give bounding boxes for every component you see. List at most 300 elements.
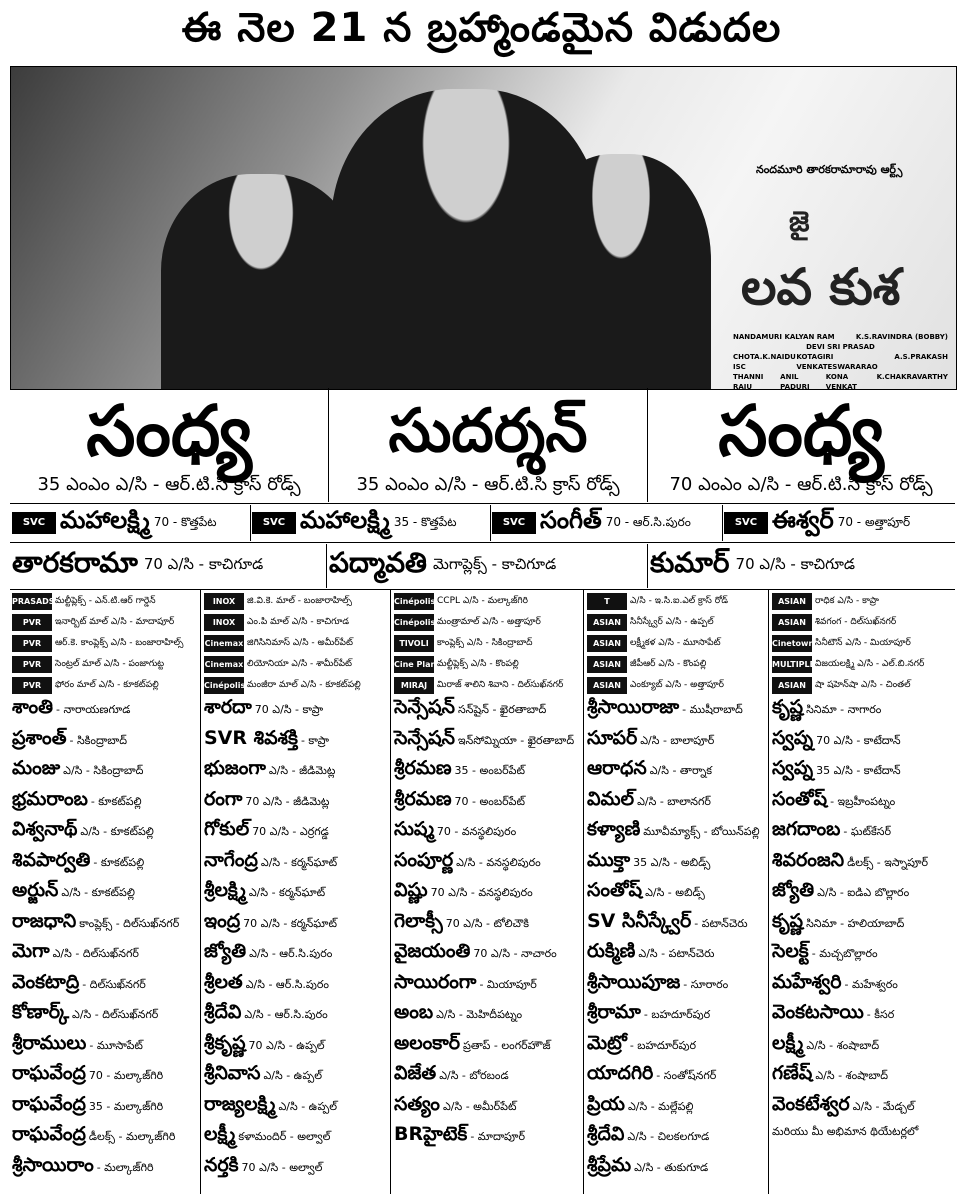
multiplex-text: ఇనార్బిట్ మాల్ ఎ/సి - మాదాపూర్: [55, 616, 175, 627]
pvr-logo: PVR: [12, 614, 52, 631]
theatre-name: SV సినీస్క్వేర్: [587, 909, 692, 932]
theatre-entry: [204, 727, 388, 758]
theatre-detail: 70 ఎ/సి - కాచిగూడ: [735, 555, 855, 573]
theatre-detail: 35 - కొత్తపేట: [393, 514, 457, 529]
theatre-name: మెట్రో: [587, 1031, 627, 1054]
multiplex-row: [12, 633, 198, 654]
multiplex-text: రాధిక ఎ/సి - కాప్రా: [815, 595, 879, 606]
theatre-name: సుష్మ: [394, 818, 434, 840]
theatre-entry: [394, 757, 581, 788]
cinemax-logo: Cinemax: [204, 635, 244, 652]
theatre-detail: ఎ/సి - మెహిదీపట్నం: [436, 1008, 523, 1021]
theatre-detail: 70 ఎంఎం ఎ/సి - ఆర్.టి.సి క్రాస్ రోడ్స్: [669, 474, 933, 495]
prasads-logo: PRASADS: [12, 593, 52, 610]
theatre-name: గోకుల్: [204, 818, 250, 840]
theatre-detail: - ఇబ్రహీంపట్నం: [830, 794, 896, 808]
theatre-detail: ఎ/సి - పటాన్‌చెరు: [638, 947, 715, 960]
theatre-detail: 35 - మల్కాజ్‌గిరి: [88, 1099, 164, 1113]
theatre-name: కృష్ణ: [772, 696, 804, 718]
theatre-name: విజేత: [394, 1062, 437, 1084]
theatre-name: స్వప్న: [772, 757, 814, 779]
theatre-entry: [587, 1123, 766, 1154]
theatre-detail: - మియాపూర్: [479, 977, 537, 991]
theatre-entry: [772, 818, 955, 849]
theatre-name: సెలక్ట్: [772, 940, 809, 962]
multiplex-row: [772, 675, 955, 696]
theatre-entry: [204, 910, 388, 941]
theatre-detail: - మల్కాజ్‌గిరి: [96, 1160, 154, 1174]
divider: [10, 589, 955, 590]
theatre-detail: ఎ/సి - సికింద్రాబాద్: [63, 764, 144, 777]
theatre-name: మంజు: [12, 757, 61, 779]
multiplex-row: [772, 633, 955, 654]
theatre-detail: ఎ/సి - శంషాబాద్: [815, 1069, 889, 1082]
theatre-entry: [12, 788, 198, 819]
theatre-detail: - కీసర: [866, 1008, 895, 1021]
theatre-name: సంతోష్: [772, 787, 828, 810]
theatre-name: సంతోష్: [587, 879, 643, 901]
multiplex-text: విజయలక్ష్మి ఎ/సి - ఎల్.బి.నగర్: [815, 658, 925, 669]
theatre-name: రాఘవేంద్ర: [12, 1062, 86, 1084]
theatre-detail: ఎ/సి - ఆర్.సి.పురం: [244, 1008, 328, 1021]
movie-title-main: లవ కుశ: [741, 257, 901, 316]
column-divider: [200, 590, 201, 1194]
theatre-detail: ఎ/సి - ఉప్పల్: [263, 1069, 323, 1082]
multiplex-row: [587, 654, 766, 675]
multiplex-text: ఎం.పి మాల్ ఎ/సి - కాచిగూడ: [247, 616, 350, 627]
theatre-name: మహాలక్ష్మి: [300, 506, 390, 534]
theatre-entry: [772, 727, 955, 758]
theatre-detail: 70 ఎ/సి - టోలిచౌకి: [445, 916, 530, 930]
asian-logo: ASIAN: [772, 677, 812, 694]
theatre-entry: [12, 1093, 198, 1124]
multiplex-text: మంజీరా మాల్ ఎ/సి - కూకట్‌పల్లి: [247, 679, 361, 690]
theatre-detail: ఎ/సి - మేడ్చల్: [852, 1099, 915, 1113]
credit: K.S.RAVINDRA (BOBBY): [855, 333, 948, 341]
theatre-name: ముక్తా: [587, 848, 631, 871]
theatre-detail: ఎ/సి - దిల్‌సుఖ్‌నగర్: [52, 947, 139, 960]
multiplex-text: జిగిసినిమాస్ ఎ/సి - అమీర్‌పేట్: [247, 637, 353, 648]
theatre-entry: [394, 696, 581, 727]
multiplex-row: [394, 654, 581, 675]
theatre-detail: కాంప్లెక్స్ - దిల్‌సుఖ్‌నగర్: [79, 916, 180, 930]
multiplex-row: [587, 675, 766, 696]
theatre-column-2: [204, 591, 388, 1184]
multiplex-row: [12, 654, 198, 675]
theatre-entry: [204, 1093, 388, 1124]
pvr-logo: PVR: [12, 635, 52, 652]
theatre-detail: సినిమా - నాగారం: [806, 703, 882, 716]
theatre-entry: [587, 879, 766, 910]
theatre-name: శ్రీలత: [204, 970, 243, 993]
multiplex-row: [12, 675, 198, 696]
multiplex-text: సెంట్రల్ మాల్ ఎ/సి - పంజాగుట్ట: [55, 658, 165, 669]
theatre-entry: [394, 1062, 581, 1093]
theatre-detail: 70 ఎ/సి - ఎర్రగడ్డ: [252, 825, 329, 838]
theatre-detail: 70 ఎ/సి - వనస్థలిపురం: [430, 886, 533, 899]
theatre-name: సత్యం: [394, 1092, 440, 1115]
theatre-entry: [12, 1123, 198, 1154]
theatre-detail: - కాప్రా: [300, 733, 329, 747]
theatre-name: శ్రీరాములు: [12, 1031, 87, 1054]
theatre-entry: [587, 940, 766, 971]
theatre-name: వైజయంతి: [394, 940, 471, 962]
theatre-name: పద్మావతి: [329, 546, 427, 579]
theatre-entry: [204, 788, 388, 819]
theatre-name: సూపర్: [587, 726, 638, 749]
theatre-entry: [772, 849, 955, 880]
column-divider: [583, 590, 584, 1194]
theatre-detail: ఎ/సి - కర్మన్‌ఘాట్: [260, 855, 338, 869]
theatre-column-1: [12, 591, 198, 1184]
theatre-name: కోణార్క్: [12, 1001, 70, 1023]
theatre-detail: - బహదూర్‌పుర: [629, 1038, 697, 1052]
multiplex-row: [204, 675, 388, 696]
multiplex-text: లక్ష్మీకళ ఎ/సి - మూసాపేట్: [630, 637, 721, 648]
theatre-entry: [587, 818, 766, 849]
multiplex-text: లియోనియా ఎ/సి - శామీర్‌పేట్: [247, 658, 353, 669]
movie-title-logo: [741, 205, 901, 329]
multiplex-row: [772, 612, 955, 633]
theatre-detail: - ముషీరాబాద్: [682, 703, 743, 716]
theatre-detail: 35 - అంబర్‌పేట్: [454, 764, 525, 777]
theatre-detail: డీలక్స్ - మల్కాజ్‌గిరి: [88, 1130, 176, 1143]
major-theatre-2: [329, 388, 648, 502]
theatre-detail: 70 - అత్తాపూర్: [837, 514, 911, 529]
theatre-name: BRహైటెక్: [394, 1123, 468, 1145]
theatre-entry: [394, 818, 581, 849]
theatre-name: విష్ణు: [394, 879, 428, 901]
theatre-entry: [772, 1001, 955, 1032]
theatre-column-5: [772, 591, 955, 1141]
multiplex-text: సినీస్క్వేర్ ఎ/సి - ఉప్పల్: [630, 616, 714, 627]
theatre-name: శ్రీలక్ష్మి: [204, 879, 246, 901]
multiplex-logo: MULTIPLEX: [772, 656, 812, 673]
theatre-entry: [394, 1001, 581, 1032]
theatre-name: శ్రీసాయిరాం: [12, 1153, 94, 1176]
theatre-column-4: [587, 591, 766, 1184]
inox-logo: INOX: [204, 593, 244, 610]
theatre-detail: ఎ/సి - కర్మన్‌ఘాట్: [248, 886, 326, 899]
theatre-detail: 35 ఎంఎం ఎ/సి - ఆర్.టి.సి క్రాస్ రోడ్స్: [37, 474, 301, 495]
theatre-detail: కళామందిర్ - అల్వాల్: [238, 1130, 331, 1143]
row3-theatre-3: [650, 544, 954, 588]
theatre-entry: [204, 940, 388, 971]
theatre-name: సంధ్య: [86, 389, 252, 472]
theatre-name: సంగీత్: [540, 506, 602, 534]
theatre-detail: మూవీమ్యాక్స్ - బోయిన్‌పల్లి: [643, 825, 760, 838]
theatre-entry: [772, 1032, 955, 1063]
theatre-detail: - కూకట్‌పల్లి: [93, 855, 145, 869]
asian-logo: ASIAN: [587, 656, 627, 673]
theatre-name: రుక్మిణి: [587, 940, 636, 962]
theatre-detail: - మాదాపూర్: [470, 1130, 525, 1143]
theatre-name: శ్రీదేవి: [587, 1123, 625, 1145]
movie-poster: [10, 66, 957, 390]
theatre-detail: సినిమా - హలియాబాద్: [806, 916, 905, 930]
theatre-name: శ్రీసాయిపూజ: [587, 970, 681, 993]
theatre-name: లక్ష్మీ: [204, 1123, 236, 1145]
theatre-name: శ్రీరమణ: [394, 787, 452, 810]
theatre-entry: [772, 940, 955, 971]
theatre-entry: [204, 971, 388, 1002]
theatre-name: శాంతి: [12, 696, 54, 718]
multiplex-text: మల్టీప్లెక్స్ ఎ/సి - కొంపల్లి: [437, 658, 519, 669]
multiplex-row: [204, 654, 388, 675]
asian-logo: ASIAN: [587, 677, 627, 694]
theatre-entry: [587, 1001, 766, 1032]
theatre-detail: - నారాయణగూడ: [56, 703, 131, 716]
theatre-name: శ్రీనివాస: [204, 1062, 261, 1084]
theatre-entry: [772, 910, 955, 941]
multiplex-row: [394, 591, 581, 612]
multiplex-row: [12, 612, 198, 633]
theatre-entry: [587, 727, 766, 758]
theatre-name: భ్రమరాంబ: [12, 787, 88, 810]
multiplex-row: [587, 612, 766, 633]
theatre-detail: ఎ/సి - ఉప్పల్: [278, 1099, 338, 1113]
theatre-name: ప్రశాంత్: [12, 726, 67, 749]
theatre-entry: [12, 940, 198, 971]
theatre-entry: [394, 788, 581, 819]
theatre-entry: [587, 910, 766, 941]
theatre-entry: [12, 1062, 198, 1093]
theatre-name: రాజ్యలక్ష్మి: [204, 1092, 276, 1115]
theatre-name: అర్జున్: [12, 879, 59, 901]
theatre-name: శ్రీరామా: [587, 1001, 641, 1023]
multiplex-text: ఎ/సి - ఇ.సి.ఐ.ఎల్ క్రాస్ రోడ్: [630, 595, 729, 606]
theatre-detail: ఎ/సి - దిల్‌సుఖ్‌నగర్: [72, 1008, 159, 1021]
theatre-name: వెంకటసాయి: [772, 1001, 864, 1023]
svc-logo: SVC: [724, 512, 768, 534]
theatre-entry: [12, 1032, 198, 1063]
multiplex-text: CCPL ఎ/సి - మల్కాజ్‌గిరి: [437, 595, 528, 606]
cinepolis-logo: Cinépolis: [394, 614, 434, 631]
theatre-detail: - ఘట్‌కేసర్: [843, 825, 891, 838]
multiplex-text: షా షహెన్‌షా ఎ/సి - చింతల్: [815, 679, 911, 690]
theatre-entry: [587, 696, 766, 727]
multiplex-row: [587, 633, 766, 654]
pvr-logo: PVR: [12, 656, 52, 673]
theatre-entry: [12, 910, 198, 941]
theatre-detail: ఎ/సి - అబిడ్స్: [645, 886, 705, 899]
footnote: మరియు మీ అభిమాన థియేటర్లలో: [772, 1125, 919, 1138]
multiplex-text: ఫోరం మాల్ ఎ/సి - కూకట్‌పల్లి: [55, 679, 159, 690]
multiplex-row: [772, 591, 955, 612]
theatre-name: శ్రీదేవి: [204, 1001, 242, 1023]
t-logo: T: [587, 593, 627, 610]
theatre-entry: [587, 849, 766, 880]
theatre-detail: ఎ/సి - ఆర్.సి.పురం: [249, 947, 333, 960]
theatre-detail: 70 ఎ/సి - కాప్రా: [254, 703, 324, 716]
svc-theatre-1: [12, 505, 251, 541]
theatre-entry: [587, 1062, 766, 1093]
theatre-entry: [772, 1093, 955, 1124]
theatre-detail: ఎ/సి - అమీర్‌పేట్: [442, 1099, 517, 1113]
producer-banner: నందమూరి తారకరామారావు ఆర్ట్స్: [756, 163, 903, 176]
svc-theatre-4: [724, 505, 954, 541]
theatre-entry: [394, 1093, 581, 1124]
theatre-detail: ప్రతాప్ - లంగర్‌హౌజ్: [463, 1038, 551, 1052]
theatre-entry: [587, 1154, 766, 1185]
theatre-name: శివపార్వతి: [12, 848, 91, 871]
theatre-entry: [204, 1001, 388, 1032]
theatre-name: నాగేంద్ర: [204, 848, 258, 871]
tivoli-logo: TIVOLI: [394, 635, 434, 652]
pvr-logo: PVR: [12, 677, 52, 694]
theatre-name: సంధ్య: [718, 389, 884, 472]
poster-credits: [733, 332, 948, 390]
miraj-logo: MIRAJ: [394, 677, 434, 694]
svc-logo: SVC: [252, 512, 296, 534]
theatre-entry: [772, 1062, 955, 1093]
theatre-name: కృష్ణ: [772, 909, 804, 932]
multiplex-row: [587, 591, 766, 612]
theatre-name: విశ్వనాథ్: [12, 818, 78, 840]
theatre-entry: [12, 727, 198, 758]
theatre-detail: డీలక్స్ - ఇస్నాపూర్: [847, 855, 929, 869]
theatre-entry: [587, 1093, 766, 1124]
theatre-entry: [12, 849, 198, 880]
theatre-name: వెంకటేశ్వర: [772, 1092, 850, 1115]
multiplex-row: [394, 675, 581, 696]
theatre-detail: 70 ఎ/సి - నాచారం: [473, 947, 557, 960]
theatre-name: కళ్యాణి: [587, 818, 641, 840]
theatre-detail: 70 - ఆర్.సి.పురం: [605, 514, 691, 529]
asian-logo: ASIAN: [587, 635, 627, 652]
theatre-entry: [772, 788, 955, 819]
theatre-detail: 70 ఎ/సి - అల్వాల్: [241, 1160, 323, 1174]
theatre-name: జ్యోతి: [772, 879, 815, 901]
cinepolis-logo: Cinépolis: [204, 677, 244, 694]
column-divider: [768, 590, 769, 1194]
theatre-detail: 70 - వనస్థలిపురం: [436, 825, 517, 838]
theatre-name: శారదా: [204, 696, 252, 718]
theatre-name: అంబ: [394, 1001, 434, 1023]
theatre-name: సాయిరంగా: [394, 970, 477, 993]
theatre-detail: ఎ/సి - మల్లేపల్లి: [627, 1099, 694, 1113]
theatre-detail: ఎ/సి - బోరబండ: [439, 1069, 509, 1082]
theatre-detail: ఎ/సి - శంషాబాద్: [806, 1038, 880, 1052]
release-headline: ఈ నెల 21 న బ్రహ్మాండమైన విడుదల: [0, 0, 963, 66]
theatre-detail: ఎ/సి - ఐడిఎ బొల్లారం: [817, 886, 910, 899]
theatre-name: మహాలక్ష్మి: [60, 506, 150, 534]
theatre-detail: ఇన్‌సోమ్నియా - ఖైరతాబాద్: [457, 733, 575, 747]
theatre-name: శివరంజని: [772, 848, 845, 871]
theatre-name: సెన్సేషన్: [394, 696, 455, 718]
theatre-detail: ఎ/సి - చిలకలగూడ: [627, 1130, 710, 1143]
multiplex-row: [394, 612, 581, 633]
theatre-name: ప్రియ: [587, 1092, 625, 1115]
multiplex-text: మల్టీప్లెక్స్ - ఎన్.టి.ఆర్ గార్డెన్: [55, 595, 156, 606]
theatre-entry: [587, 971, 766, 1002]
theatre-name: శ్రీకృష్ణ: [204, 1031, 246, 1054]
theatre-entry: [204, 1062, 388, 1093]
multiplex-text: కాంప్లెక్స్ ఎ/సి - సికింద్రాబాద్: [437, 637, 533, 648]
theatre-entry: [587, 788, 766, 819]
theatre-detail: 70 ఎ/సి - జీడిమెట్ల: [245, 794, 330, 808]
credit: K.CHAKRAVARTHY: [876, 373, 948, 381]
theatre-name: యాదగిరి: [587, 1062, 654, 1084]
asian-logo: ASIAN: [772, 614, 812, 631]
theatre-name: లక్ష్మీ: [772, 1031, 804, 1054]
theatre-name: శ్రీసాయిరాజా: [587, 696, 680, 718]
cinepolis-logo: Cinépolis: [394, 593, 434, 610]
theatre-detail: - కూకట్‌పల్లి: [90, 794, 142, 808]
theatre-entry: [204, 757, 388, 788]
theatre-detail: - మూసాపేట్: [89, 1038, 143, 1052]
theatre-detail: - పటాన్‌చెరు: [694, 916, 748, 930]
theatre-detail: 35 ఎ/సి - కాటేదాన్: [816, 764, 901, 777]
cineplanet-logo: Cine Planet: [394, 656, 434, 673]
theatre-entry: [12, 757, 198, 788]
theatre-detail: సన్‌షైన్ - ఖైరతాబాద్: [457, 703, 547, 716]
theatre-detail: - సంతోష్‌నగర్: [656, 1069, 717, 1082]
cinetown-logo: Cinetown: [772, 635, 812, 652]
theatre-name: భుజంగా: [204, 757, 266, 779]
divider: [10, 542, 955, 543]
credit: THANNI RAJU: [733, 373, 764, 390]
theatre-entry: [772, 971, 955, 1002]
multiplex-row: [394, 633, 581, 654]
theatre-detail: ఎ/సి - బాలాపూర్: [640, 733, 715, 747]
theatre-entry: [204, 818, 388, 849]
theatre-name: శ్రీరమణ: [394, 757, 452, 779]
theatre-name: రంగా: [204, 787, 243, 810]
credit: A.S.PRAKASH: [894, 353, 948, 361]
major-theatre-3: [648, 388, 954, 502]
theatre-detail: ఎ/సి - తుకుగూడ: [634, 1160, 709, 1174]
theatre-entry: [204, 1123, 388, 1154]
theatre-name: జ్యోతి: [204, 940, 247, 962]
theatre-entry: [12, 971, 198, 1002]
theatre-entry: [772, 879, 955, 910]
theatre-detail: - బహదూర్‌పుర: [643, 1008, 711, 1021]
theatre-name: రాజధాని: [12, 909, 77, 932]
theatre-name: తారకరామా: [12, 546, 138, 579]
divider: [10, 503, 955, 504]
theatre-name: మెగా: [12, 940, 50, 962]
theatre-detail: ఎ/సి - కూకట్‌పల్లి: [61, 886, 135, 899]
theatre-entry: [204, 849, 388, 880]
theatre-name: వెంకటాద్రి: [12, 970, 80, 993]
theatre-entry: [772, 757, 955, 788]
multiplex-text: మిరాజ్ శాలిని శివాని - దిల్‌సుఖ్‌నగర్: [437, 679, 564, 690]
theatre-entry: [12, 879, 198, 910]
theatre-name: సుదర్శన్: [388, 396, 588, 466]
theatre-entry: [772, 696, 955, 727]
asian-logo: ASIAN: [587, 614, 627, 631]
theatre-detail: 70 ఎ/సి - కాచిగూడ: [143, 555, 264, 573]
theatre-entry: [394, 910, 581, 941]
theatre-entry: [204, 1154, 388, 1185]
credit: KONA VENKAT: [825, 373, 857, 390]
row3-theatre-1: [12, 544, 327, 588]
theatre-name: ఈశ్వర్: [772, 506, 834, 534]
theatre-entry: [204, 879, 388, 910]
theatre-detail: 70 ఎ/సి - కర్మన్‌ఘాట్: [243, 916, 337, 930]
theatre-name: నర్తకి: [204, 1153, 239, 1176]
multiplex-row: [12, 591, 198, 612]
svc-theatre-3: [492, 505, 723, 541]
credit: CHOTA.K.NAIDU ISC: [733, 353, 796, 371]
theatre-entry: [204, 696, 388, 727]
theatre-name: సెన్సేషన్: [394, 726, 455, 749]
theatre-detail: 70 ఎ/సి - కాటేదాన్: [816, 733, 901, 747]
theatre-detail: - మహేశ్వరం: [844, 977, 898, 991]
cinemax-logo: Cinemax: [204, 656, 244, 673]
theatre-name: స్వప్న: [772, 726, 814, 749]
